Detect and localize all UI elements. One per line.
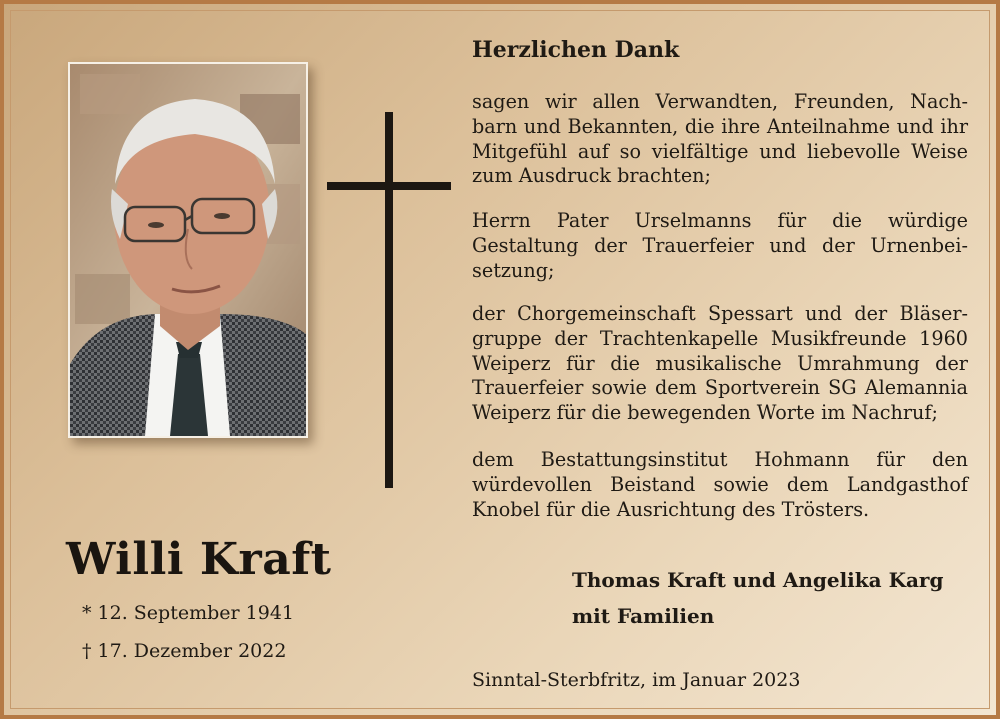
thanks-paragraph: Herrn Pater Urselmanns für die würdige Gestaltung der Trauerfeier und der Urnenbei- setzung; [472, 209, 968, 282]
place-and-date: Sinntal-Sterbfritz, im Januar 2023 [472, 669, 801, 691]
thanks-paragraph: dem Bestattungsinstitut Hohmann für den würdevollen Beistand sowie dem Landgasthof Knobel für die Ausrichtung des Trösters. [472, 448, 968, 521]
cross-icon-bar [327, 182, 451, 190]
portrait-photo [68, 62, 308, 438]
thanks-paragraph: der Chorgemeinschaft Spessart und der Bläser- gruppe der Trachtenkapelle Musikfreunde 1960 Weiperz für die musikalische Umrahmung der Trauerfeier sowie dem Sportverein SG Alemannia Weiperz für die bewegenden Worte im Nachruf; [472, 302, 968, 425]
signature-names: Thomas Kraft und Angelika Karg [572, 568, 944, 592]
portrait-illustration [70, 64, 306, 436]
cross-icon [385, 112, 393, 488]
notice-heading: Herzlichen Dank [472, 37, 680, 63]
deceased-name: Willi Kraft [66, 534, 332, 585]
signature-families: mit Familien [572, 604, 715, 628]
thanks-paragraph: sagen wir allen Verwandten, Freunden, Nach- barn und Bekannten, die ihre Anteilnahme und ihr Mitgefühl auf so vielfältige und liebevolle Weise zum Ausdruck brachten; [472, 90, 968, 188]
death-date: † 17. Dezember 2022 [82, 640, 287, 662]
birth-date: * 12. September 1941 [82, 602, 294, 624]
